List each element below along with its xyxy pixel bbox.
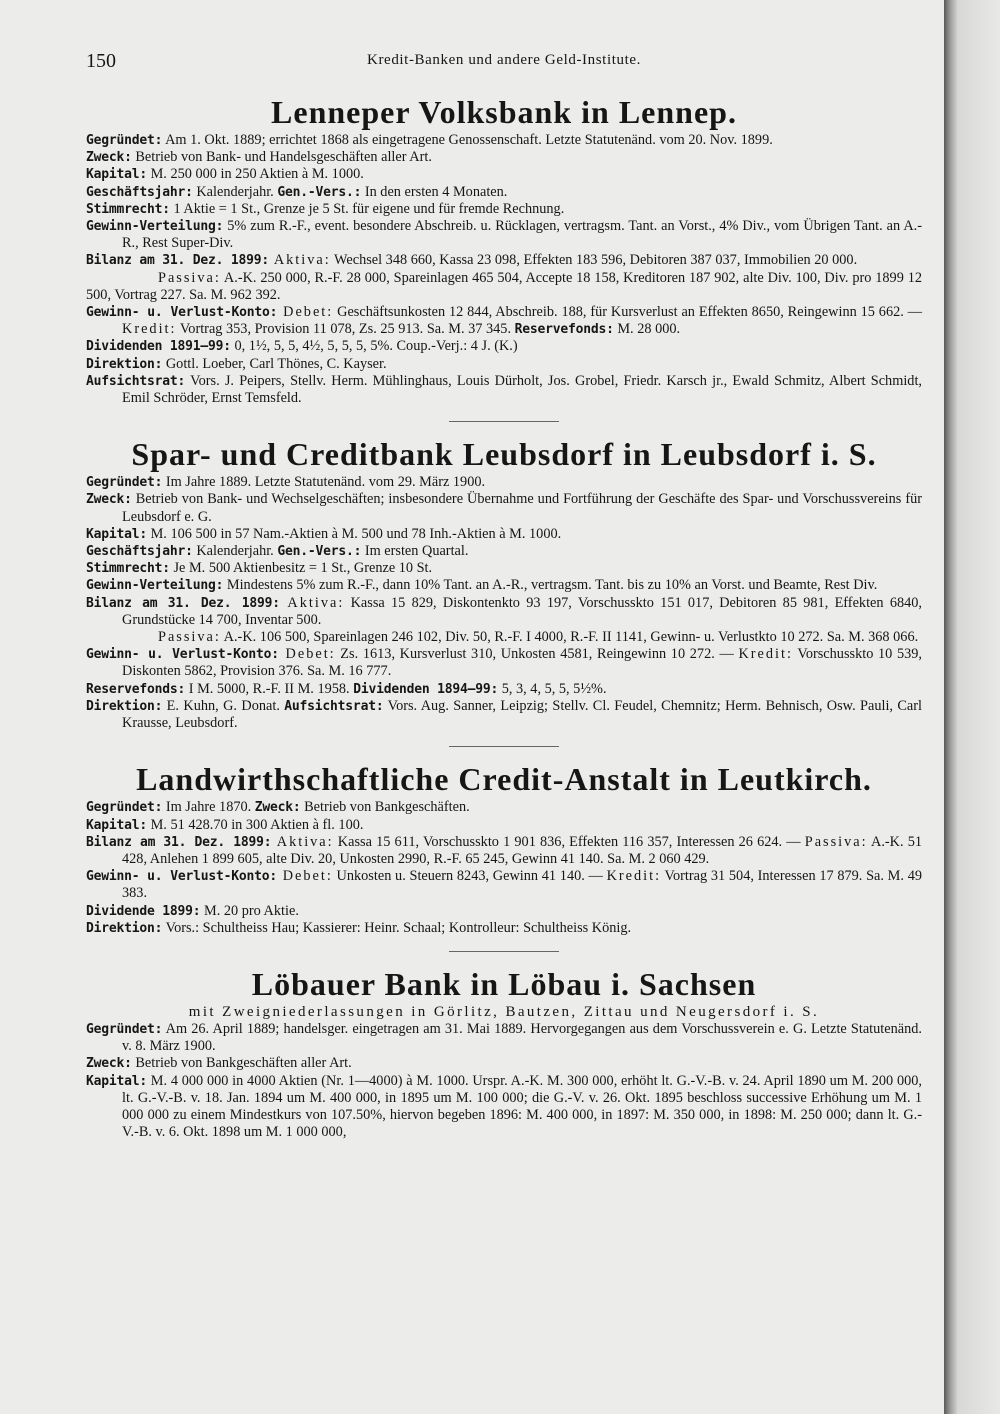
entry-label: Gewinn-Verteilung: xyxy=(86,219,224,235)
entry-spaced-heading: Aktiva: xyxy=(279,594,345,611)
entry-paragraph xyxy=(86,868,922,902)
page-number: 150 xyxy=(86,50,116,72)
entry-paragraph xyxy=(86,595,922,629)
entry-label: Aufsichtsrat: xyxy=(284,698,384,714)
entry-text: A.-K. 51 428, Anlehen 1 899 605, alte Div. 20, Unkosten 2990, R.-F. 65 245, Gewinn 41 140. Sa. M. 2 060 429. xyxy=(122,833,923,867)
company-title: Spar- und Creditbank Leubsdorf in Leubsdorf i. S. xyxy=(131,436,877,473)
entry-paragraph xyxy=(86,304,922,338)
entry-spaced-heading: Kredit: xyxy=(122,321,177,338)
entry-spaced-heading: Kredit: xyxy=(606,868,662,885)
entry-label: Stimmrecht: xyxy=(86,201,170,217)
entry-text: I M. 5000, R.-F. II M. 1958. xyxy=(185,680,354,697)
entry-paragraph xyxy=(86,356,922,373)
company-title: Lenneper Volksbank in Lennep. xyxy=(271,94,737,130)
entry-text: A.-K. 250 000, R.-F. 28 000, Spareinlagen 465 504, Accepte 18 158, Kreditoren 187 902, alte Div. 100, Div. pro 1899 12 500, Vortrag 227. Sa. M. 962 392. xyxy=(86,269,922,303)
entry-label: Bilanz am 31. Dez. 1899: xyxy=(86,834,272,850)
entry-label: Kapital: xyxy=(86,817,148,833)
entry-label: Gegründet: xyxy=(86,800,163,816)
entry-text: A.-K. 106 500, Spareinlagen 246 102, Div. 50, R.-F. I 4000, R.-F. II 1141, Gewinn- u. Verlustkto 10 272. Sa. M. 368 066. xyxy=(220,629,919,646)
entry-label: Reservefonds: xyxy=(86,681,186,697)
entry-text: In den ersten 4 Monaten. xyxy=(361,183,508,200)
entry-paragraph xyxy=(86,526,922,543)
entry-text: Vortrag 353, Provision 11 078, Zs. 25 913. Sa. M. 37 345. xyxy=(176,321,515,338)
entry-paragraph xyxy=(86,270,922,304)
entry-label: Gegründet: xyxy=(86,133,163,148)
page-content xyxy=(86,92,922,1141)
entry-text: E. Kuhn, G. Donat. xyxy=(162,697,285,714)
entry-paragraph xyxy=(86,681,922,698)
company-subtitle: mit Zweigniederlassungen in Görlitz, Bautzen, Zittau und Neugersdorf i. S. xyxy=(188,1003,820,1020)
entry-text: Betrieb von Bankgeschäften. xyxy=(300,799,470,816)
section-separator xyxy=(449,746,559,747)
entry-text: Kassa 15 829, Diskontenkto 93 197, Vorschusskto 151 017, Debitoren 85 981, Effekten 6840, Grundstücke 14 700, Inventar 500. xyxy=(122,594,922,628)
entry-label: Geschäftsjahr: xyxy=(86,544,193,560)
entry-label: Zweck: xyxy=(86,150,132,166)
entry-text: Am 26. April 1889; handelsger. eingetragen am 31. Mai 1889. Hervorgegangen aus dem Vorschussverein e. G. Letzte Statutenänd. v. 8. März 1900. xyxy=(122,1020,922,1055)
entry-paragraph xyxy=(86,252,922,269)
entry-text: Kalenderjahr. xyxy=(192,543,278,560)
entry-text: M. 4 000 000 in 4000 Aktien (Nr. 1—4000) à M. 1000. Urspr. A.-K. M. 300 000, erhöht lt. G.-V.-B. v. 24. April 1890 um M. 200 000, lt. G.-V.-B. v. 18. Jan. 1894 um M. 400 000, in 1895 um M. 100 000; die G.-V. v. 26. Okt. 1895 beschloss successive Erhöhung um M. 1 000 000 zu einem Mindestkurs von 107.50%, hiervon begeben 1896: M. 400 000, in 1897: M. 350 000, in 1898: M. 250 000; dann lt. G.-V.-B. v. 6. Okt. 1898 um M. 1 000 000, xyxy=(122,1072,922,1141)
entry-text: Je M. 500 Aktienbesitz = 1 St., Grenze 10 St. xyxy=(169,560,433,577)
entry-text: Vors.: Schultheiss Hau; Kassierer: Heinr. Schaal; Kontrolleur: Schultheiss König. xyxy=(162,919,632,936)
company-section xyxy=(86,92,922,407)
entry-label: Dividende 1899: xyxy=(86,903,201,919)
company-title: Landwirthschaftliche Credit-Anstalt in Leutkirch. xyxy=(136,761,872,798)
page-edge-shadow xyxy=(944,0,1000,1414)
entry-spaced-heading: Debet: xyxy=(277,304,334,321)
entry-text: 5, 3, 4, 5, 5, 5½%. xyxy=(498,680,607,697)
entry-label: Zweck: xyxy=(254,800,301,816)
entry-label: Direktion: xyxy=(86,356,163,372)
entry-paragraph xyxy=(86,629,922,646)
entry-label: Gegründet: xyxy=(86,1021,163,1037)
entry-paragraph xyxy=(86,491,922,525)
entry-text: Betrieb von Bank- und Wechselgeschäften; insbesondere Übernahme und Fortführung der Geschäfte des Spar- und Vorschussvereins für Leubsdorf e. G. xyxy=(122,491,922,525)
entry-label: Gegründet: xyxy=(86,475,163,491)
entry-label: Kapital: xyxy=(86,526,148,542)
entry-text: M. 20 pro Aktie. xyxy=(200,902,299,919)
entry-text: Im Jahre 1889. Letzte Statutenänd. vom 29. März 1900. xyxy=(162,474,486,491)
entry-paragraph xyxy=(86,1021,922,1055)
entry-paragraph xyxy=(86,1055,922,1072)
entry-label: Kapital: xyxy=(86,167,148,183)
entry-label: Kapital: xyxy=(86,1073,148,1089)
entry-spaced-heading: Passiva: xyxy=(804,833,868,850)
running-head: Kredit-Banken und andere Geld-Institute. xyxy=(367,52,641,68)
entry-label: Dividenden 1894—99: xyxy=(353,681,499,697)
entry-text: M. 250 000 in 250 Aktien à M. 1000. xyxy=(147,166,364,183)
entry-paragraph xyxy=(86,903,922,920)
entry-text: Im Jahre 1870. xyxy=(162,799,255,816)
entry-label: Gewinn- u. Verlust-Konto: xyxy=(86,869,277,885)
entry-paragraph xyxy=(86,132,922,149)
entry-paragraph xyxy=(86,149,922,166)
entry-text: Vors. J. Peipers, Stellv. Herm. Mühlinghaus, Louis Dürholt, Jos. Grobel, Friedr. Karsch jr., Ewald Schmitz, Albert Schmidt, Emil Schröder, Ernst Temsfeld. xyxy=(122,372,922,407)
entry-text: Am 1. Okt. 1889; errichtet 1868 als eingetragene Genossenschaft. Letzte Statutenänd. vom 20. Nov. 1899. xyxy=(162,132,773,148)
entry-label: Aufsichtsrat: xyxy=(86,373,186,389)
entry-text: Vorschusskto 10 539, Diskonten 5862, Provision 376. Sa. M. 16 777. xyxy=(122,646,922,680)
entry-label: Bilanz am 31. Dez. 1899: xyxy=(86,253,270,269)
entry-label: Gewinn- u. Verlust-Konto: xyxy=(86,305,278,321)
entry-paragraph xyxy=(86,834,922,868)
entry-text: 5% zum R.-F., event. besondere Abschreib. u. Rücklagen, vertragsm. Tant. an Vorst., 4% Div., vom Übrigen Tant. an A.-R., Rest Super-Div. xyxy=(122,218,922,252)
entry-text: Gottl. Loeber, Carl Thönes, C. Kayser. xyxy=(162,355,387,372)
entry-paragraph xyxy=(86,698,922,732)
entry-paragraph xyxy=(86,577,922,594)
entry-paragraph xyxy=(86,166,922,183)
entry-spaced-heading: Aktiva: xyxy=(269,252,331,269)
entry-text: Zs. 1613, Kursverlust 310, Unkosten 4581, Reingewinn 10 272. — xyxy=(335,646,739,663)
entry-text: Geschäftsunkosten 12 844, Abschreib. 188, für Kursverlust an Effekten 8650, Reingewinn 15 662. — xyxy=(333,304,922,321)
entry-spaced-heading: Debet: xyxy=(278,646,336,663)
entry-paragraph xyxy=(86,646,922,680)
entry-text: M. 106 500 in 57 Nam.-Aktien à M. 500 und 78 Inh.-Aktien à M. 1000. xyxy=(147,525,562,542)
entry-text: Vortrag 31 504, Interessen 17 879. Sa. M. 49 383. xyxy=(122,868,922,902)
entry-label: Dividenden 1891—99: xyxy=(86,339,231,355)
page-header xyxy=(86,50,922,76)
company-section xyxy=(86,964,922,1141)
entry-text: Wechsel 348 660, Kassa 23 098, Effekten 183 596, Debitoren 387 037, Immobilien 20 000. xyxy=(330,252,858,269)
company-section xyxy=(86,759,922,937)
entry-text: Im ersten Quartal. xyxy=(361,543,469,560)
entry-text: 1 Aktie = 1 St., Grenze je 5 St. für eigene und für fremde Rechnung. xyxy=(169,200,565,217)
entry-spaced-heading: Passiva: xyxy=(158,269,221,286)
entry-text: M. 28 000. xyxy=(613,321,681,338)
entry-paragraph xyxy=(86,474,922,491)
entry-label: Gen.-Vers.: xyxy=(277,544,362,560)
entry-label: Geschäftsjahr: xyxy=(86,184,193,200)
entry-spaced-heading: Aktiva: xyxy=(271,833,334,850)
entry-paragraph xyxy=(86,799,922,816)
entry-label: Bilanz am 31. Dez. 1899: xyxy=(86,595,280,611)
section-separator xyxy=(449,951,559,952)
company-title: Löbauer Bank in Löbau i. Sachsen xyxy=(251,965,757,1002)
entry-label: Gen.-Vers.: xyxy=(277,184,362,200)
entry-paragraph xyxy=(86,218,922,252)
entry-label: Zweck: xyxy=(86,492,132,508)
entry-text: Betrieb von Bankgeschäften aller Art. xyxy=(131,1055,352,1072)
entry-label: Stimmrecht: xyxy=(86,561,170,577)
entry-spaced-heading: Passiva: xyxy=(158,629,221,646)
entry-text: M. 51 428.70 in 300 Aktien à fl. 100. xyxy=(147,816,364,833)
entry-paragraph xyxy=(86,560,922,577)
entry-text: Betrieb von Bank- und Handelsgeschäften aller Art. xyxy=(131,149,432,166)
entry-text: Vors. Aug. Sanner, Leipzig; Stellv. Cl. Feudel, Chemnitz; Herm. Behnisch, Osw. Pauli, Carl Krausse, Leubsdorf. xyxy=(122,697,923,732)
entry-paragraph xyxy=(86,1073,922,1142)
entry-paragraph xyxy=(86,338,922,355)
company-section xyxy=(86,434,922,732)
entry-paragraph xyxy=(86,920,922,937)
entry-label: Gewinn-Verteilung: xyxy=(86,578,224,594)
entry-text: Kassa 15 611, Vorschusskto 1 901 836, Effekten 116 357, Interessen 26 624. — xyxy=(333,833,805,850)
entry-label: Zweck: xyxy=(86,1056,132,1072)
entry-paragraph xyxy=(86,201,922,218)
entry-text: Mindestens 5% zum R.-F., dann 10% Tant. an A.-R., vertragsm. Tant. bis zu 10% an Vorst. und Beamte, Rest Div. xyxy=(223,577,878,594)
section-separator xyxy=(449,421,559,422)
entry-paragraph xyxy=(86,817,922,834)
entry-spaced-heading: Kredit: xyxy=(738,646,793,663)
entry-text: 0, 1½, 5, 5, 4½, 5, 5, 5, 5%. Coup.-Verj.: 4 J. (K.) xyxy=(230,338,518,355)
entry-paragraph xyxy=(86,373,922,407)
entry-text: Unkosten u. Steuern 8243, Gewinn 41 140. — xyxy=(332,868,607,885)
entry-paragraph xyxy=(86,543,922,560)
entry-text: Kalenderjahr. xyxy=(192,183,278,200)
entry-paragraph xyxy=(86,184,922,201)
entry-spaced-heading: Debet: xyxy=(276,868,333,885)
entry-label: Reservefonds: xyxy=(514,322,614,338)
entry-label: Direktion: xyxy=(86,920,163,936)
entry-label: Gewinn- u. Verlust-Konto: xyxy=(86,647,279,663)
entry-label: Direktion: xyxy=(86,698,163,714)
